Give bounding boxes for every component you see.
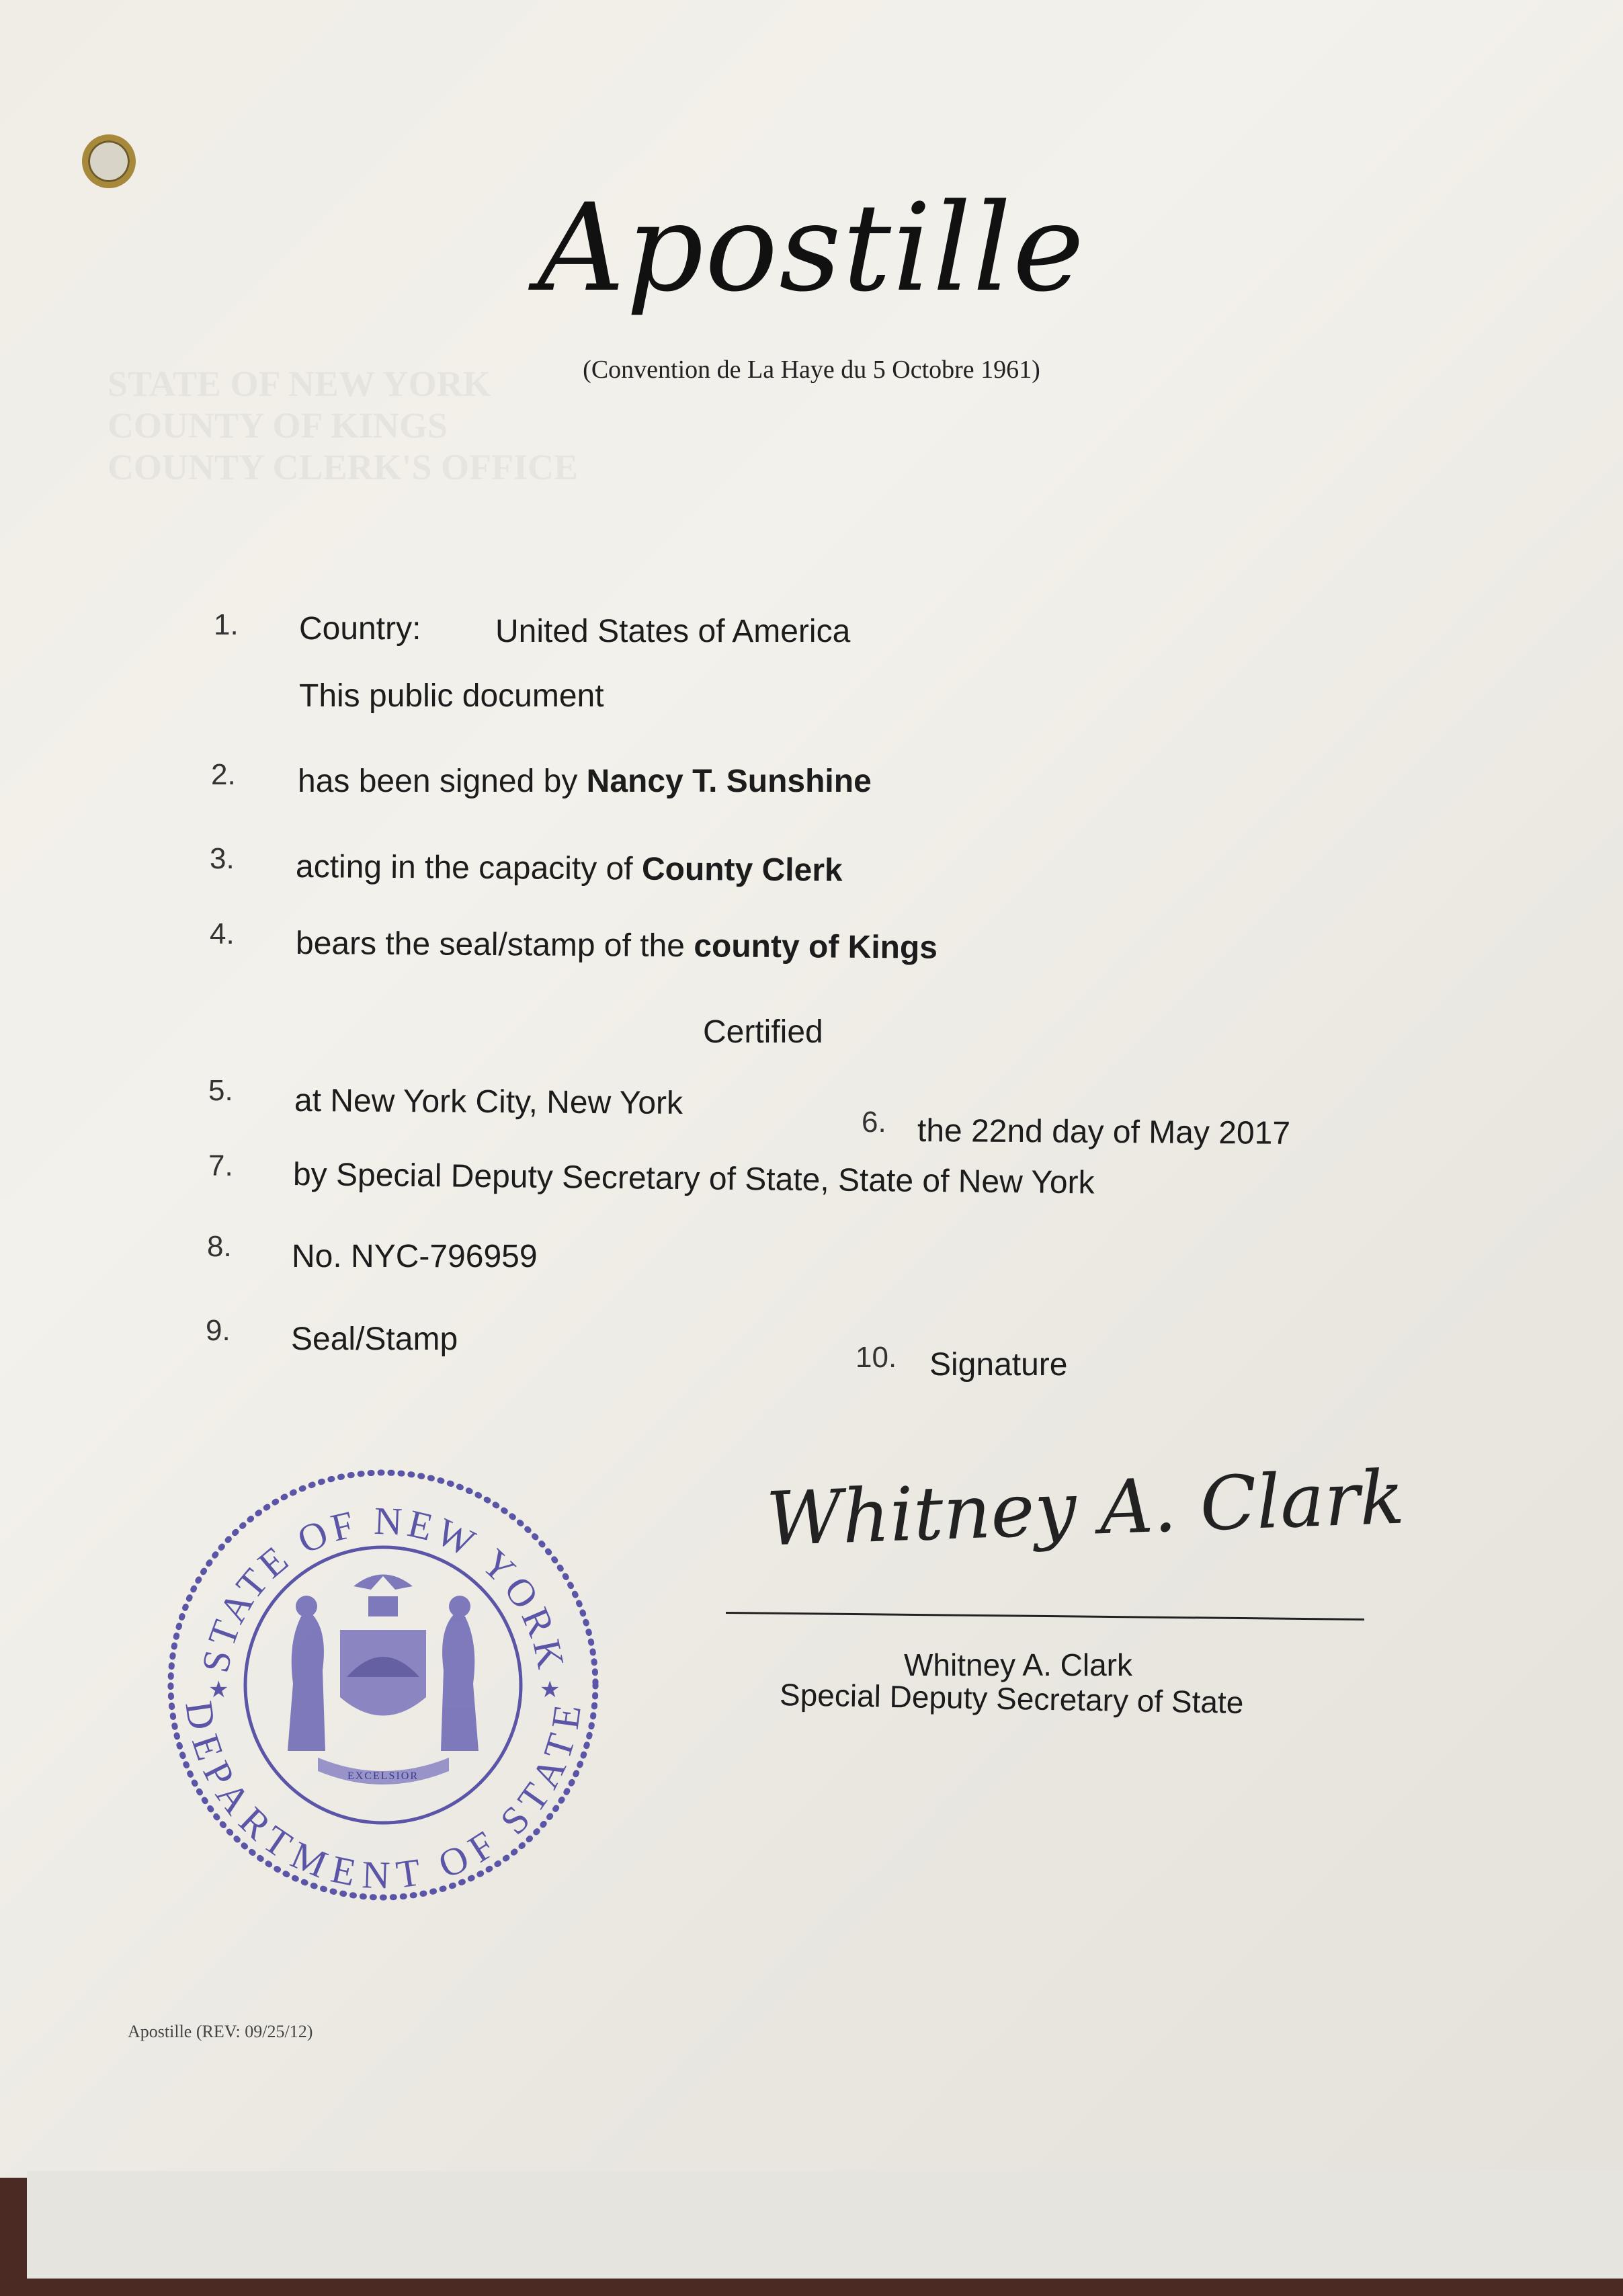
form-revision: Apostille (REV: 09/25/12) xyxy=(128,2022,313,2041)
seal-stamp-label: Seal/Stamp xyxy=(291,1321,458,1357)
item-number: 2. xyxy=(211,758,236,791)
certified-date: the 22nd day of May 2017 xyxy=(917,1113,1291,1151)
item-number: 6. xyxy=(862,1106,886,1139)
handwritten-signature: Whitney A. Clark xyxy=(765,1454,1406,1563)
signer-name: Whitney A. Clark xyxy=(904,1647,1132,1682)
capacity-value: County Clerk xyxy=(641,851,843,889)
signed-by-value: Nancy T. Sunshine xyxy=(586,764,872,799)
signed-by-label: has been signed by xyxy=(298,764,578,799)
bleed-through-text: STATE OF NEW YORK COUNTY OF KINGS COUNTY CLERK'S OFFICE xyxy=(108,364,579,487)
state-seal xyxy=(167,1469,600,1902)
item-number: 8. xyxy=(207,1230,232,1263)
capacity-field xyxy=(296,848,843,889)
document-title: Apostille xyxy=(537,178,1086,319)
star-icon: ★ xyxy=(540,1677,560,1703)
star-icon: ★ xyxy=(208,1677,229,1703)
seal-bottom-text: DEPARTMENT OF STATE xyxy=(177,1698,590,1897)
seal-of-field xyxy=(296,925,938,967)
capacity-label: acting in the capacity of xyxy=(295,849,633,887)
seal-of-value: county of Kings xyxy=(694,928,938,966)
certified-heading: Certified xyxy=(703,1014,823,1050)
item-number: 3. xyxy=(210,842,235,875)
country-value: United States of America xyxy=(495,614,851,649)
certified-at: at New York City, New York xyxy=(294,1083,683,1122)
item-number: 7. xyxy=(208,1149,233,1182)
seal-top-text: STATE OF NEW YORK xyxy=(193,1498,574,1676)
country-label: Country: xyxy=(299,611,421,647)
item-number: 5. xyxy=(208,1074,233,1107)
coat-of-arms-icon xyxy=(288,1575,478,1785)
signature-label: Signature xyxy=(929,1347,1068,1383)
certified-by: by Special Deputy Secretary of State, State of New York xyxy=(292,1157,1095,1201)
signer-title: Special Deputy Secretary of State xyxy=(779,1676,1244,1721)
seal-motto: EXCELSIOR xyxy=(347,1770,419,1782)
item-number: 4. xyxy=(210,917,235,950)
certificate-number: No. NYC-796959 xyxy=(292,1239,538,1274)
item-number: 9. xyxy=(206,1314,231,1347)
item-number: 10. xyxy=(856,1341,897,1374)
signature-line xyxy=(726,1612,1364,1621)
item-number: 1. xyxy=(214,608,239,641)
public-document-label: This public document xyxy=(299,678,604,714)
document-subtitle: (Convention de La Haye du 5 Octobre 1961) xyxy=(583,356,1040,384)
seal-of-label: bears the seal/stamp of the xyxy=(295,926,685,965)
under-sheet xyxy=(27,2171,1623,2279)
signed-by-field xyxy=(298,763,872,800)
